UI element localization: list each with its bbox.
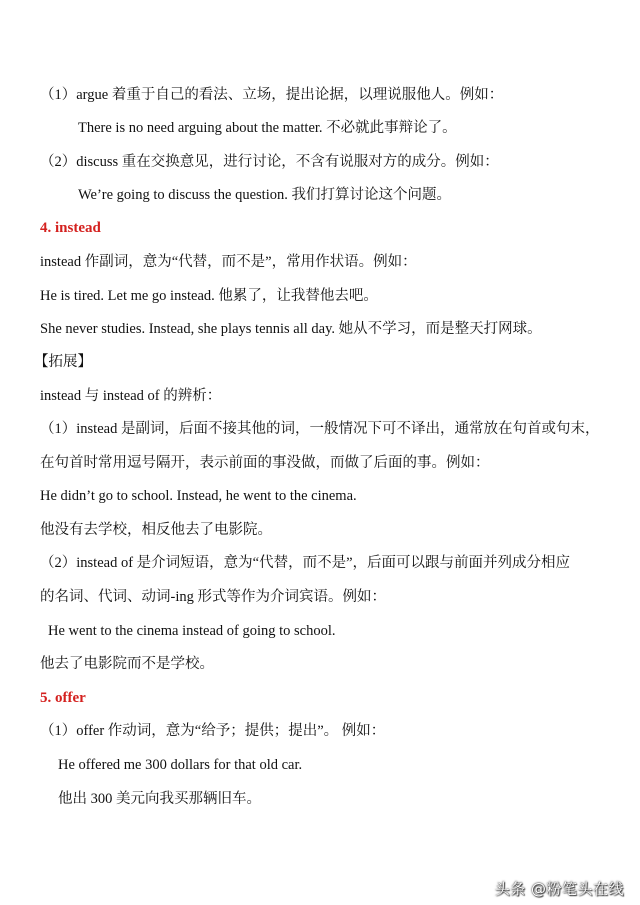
- example-sentence: He offered me 300 dollars for that old car.: [58, 757, 303, 773]
- example-sentence: She never studies. Instead, she plays tennis all day. 她从不学习，而是整天打网球。: [40, 321, 542, 337]
- text-line: （1）instead 是副词，后面不接其他的词，一般情况下可不译出，通常放在句首或句末，: [40, 421, 600, 437]
- example-sentence: He is tired. Let me go instead. 他累了，让我替他去吧。: [40, 288, 378, 304]
- watermark: 头条 @粉笔头在线: [494, 880, 624, 898]
- example-translation: 他去了电影院而不是学校。: [40, 656, 214, 672]
- section-heading-offer: 5. offer: [40, 690, 86, 706]
- example-translation: 他出 300 美元向我买那辆旧车。: [58, 791, 261, 807]
- text-line: （2）instead of 是介词短语，意为“代替，而不是”，后面可以跟与前面并列成分相应: [40, 555, 571, 571]
- expansion-label: 【拓展】: [34, 354, 92, 370]
- example-translation: 他没有去学校，相反他去了电影院。: [40, 522, 272, 538]
- example-sentence: There is no need arguing about the matter. 不必就此事辩论了。: [78, 120, 457, 136]
- text-line-argue-definition: （1）argue 着重于自己的看法、立场，提出论据，以理说服他人。例如：: [40, 87, 504, 103]
- example-sentence: He went to the cinema instead of going to school.: [48, 623, 336, 639]
- text-line: instead 与 instead of 的辨析：: [40, 388, 222, 404]
- text-line: 在句首时常用逗号隔开，表示前面的事没做，而做了后面的事。例如：: [40, 455, 490, 471]
- text-line: （1）offer 作动词，意为“给予；提供；提出”。 例如：: [40, 723, 386, 739]
- section-heading-instead: 4. instead: [40, 220, 101, 236]
- text-line: 的名词、代词、动词-ing 形式等作为介词宾语。例如：: [40, 589, 386, 605]
- text-line: instead 作副词，意为“代替，而不是”，常用作状语。例如：: [40, 254, 417, 270]
- example-sentence: We’re going to discuss the question. 我们打算讨论这个问题。: [78, 187, 451, 203]
- example-sentence: He didn’t go to school. Instead, he went to the cinema.: [40, 488, 357, 504]
- text-line-discuss-definition: （2）discuss 重在交换意见，进行讨论，不含有说服对方的成分。例如：: [40, 154, 499, 170]
